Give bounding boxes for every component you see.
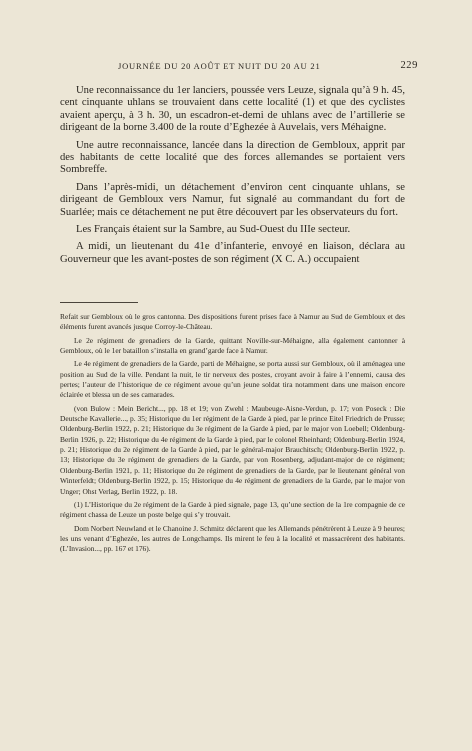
paragraph: Les Français étaient sur la Sambre, au Sud-Ouest du IIIe secteur. bbox=[76, 224, 351, 236]
footnotes bbox=[60, 312, 405, 558]
footnote-rule bbox=[60, 302, 138, 303]
paragraph: Dans l’après-midi, un détachement d’environ cent cinquante uhlans, se dirigeant de Gembloux vers Namur, fut signalé au commandant du fort de Suarlée; mais ce détachement ne put être découvert par les observateurs du fort. bbox=[60, 181, 405, 218]
running-title: JOURNÉE DU 20 AOÛT ET NUIT DU 20 AU 21 bbox=[118, 61, 321, 71]
main-text bbox=[60, 85, 405, 271]
page-number: 229 bbox=[400, 60, 418, 71]
footnote-paragraph: Dom Norbert Neuwland et le Chanoine J. Schmitz déclarent que les Allemands pénétrèrent à Leuze à 9 heures; les uns venant d’Eghezée, les autres de Longchamps. Ils mirent le feu à la localité et massacrèrent des habitants. (L’Invasion..., pp. 167 et 176). bbox=[60, 523, 405, 554]
paragraph: Une reconnaissance du 1er lanciers, poussée vers Leuze, signala qu’à 9 h. 45, cent cinquante uhlans se trouvaient dans cette localité (1) et que des cyclistes avaient aperçu, à 3 h. 30, un escadron-et-demi de uhlans avec de l’artillerie se dirigeant de la borne 3.400 de la route d’Eghezée à Auvelais, vers Méhaigne. bbox=[60, 85, 405, 134]
paragraph: A midi, un lieutenant du 41e d’infanterie, envoyé en liaison, déclara au Gouverneur que les avant-postes de son régiment (X C. A.) occupaient bbox=[60, 241, 405, 265]
footnote-paragraph: Refait sur Gembloux où le gros cantonna. Des dispositions furent prises face à Namur au Sud de Gembloux et des éléments furent avancés jusque Corroy-le-Château. bbox=[60, 312, 405, 332]
footnote-paragraph: Le 2e régiment de grenadiers de la Garde, quittant Noville-sur-Méhaigne, alla également cantonner à Gembloux, où le 1er bataillon s’installa en grand’garde face à Namur. bbox=[60, 335, 405, 356]
paragraph: Une autre reconnaissance, lancée dans la direction de Gembloux, apprit par des habitants de cette localité que des forces allemandes se portaient vers Sombreffe. bbox=[60, 139, 405, 176]
footnote-paragraph: Le 4e régiment de grenadiers de la Garde, parti de Méhaigne, se porta aussi sur Gembloux, où il aménagea une position au Sud de la ville. Pendant la nuit, le tir nerveux des postes, croyant avoir à faire à l’ennemi, causa des pertes; l’auteur de l’historique de ce régiment avoue qu’un jeune soldat tira notamment dans une maison encore éclairée et blessa un de ses camarades. bbox=[60, 359, 405, 400]
running-header bbox=[118, 60, 418, 71]
footnote-paragraph: (1) L’Historique du 2e régiment de la Garde à pied signale, page 13, qu’une section de la 1re compagnie de ce régiment chassa de Leuze un poste belge qui s’y trouvait. bbox=[60, 499, 405, 520]
footnote-paragraph: (von Bulow : Mein Bericht..., pp. 18 et 19; von Zwehl : Maubeuge-Aisne-Verdun, p. 17; von Poseck : Die Deutsche Kavallerie..., p. 35; Historique du 1er régiment de la Garde à pied, par le prince Eitel Friedrich de Prusse; Oldenburg-Berlin 1922, p. 21; Historique du 3e régiment de la Garde à pied, par le major von Loebell; Oldenburg-Berlin 1926, p. 22; Historique du 4e régiment de la Garde à pied, par le colonel Rheinhard; Oldenburg-Berlin 1924, p. 21; Historique du 2e régiment de la Garde à pied, par le général-major Brauchitsch; Oldenburg-Berlin 1922, p. 13; Historique du 3e régiment de grenadiers de la Garde, par von Rosenberg, adjudant-major de ce régiment; Oldenburg-Berlin 1921, p. 11; Historique du 2e régiment de grenadiers de la Garde, par le lieutenant général von Winterfeldt; Oldenburg-Berlin 1922, p. 15; Historique du 4e régiment de grenadiers de la Garde, par le major von Unger; Ohst Verlag, Berlin 1922, p. 18. bbox=[60, 403, 405, 496]
